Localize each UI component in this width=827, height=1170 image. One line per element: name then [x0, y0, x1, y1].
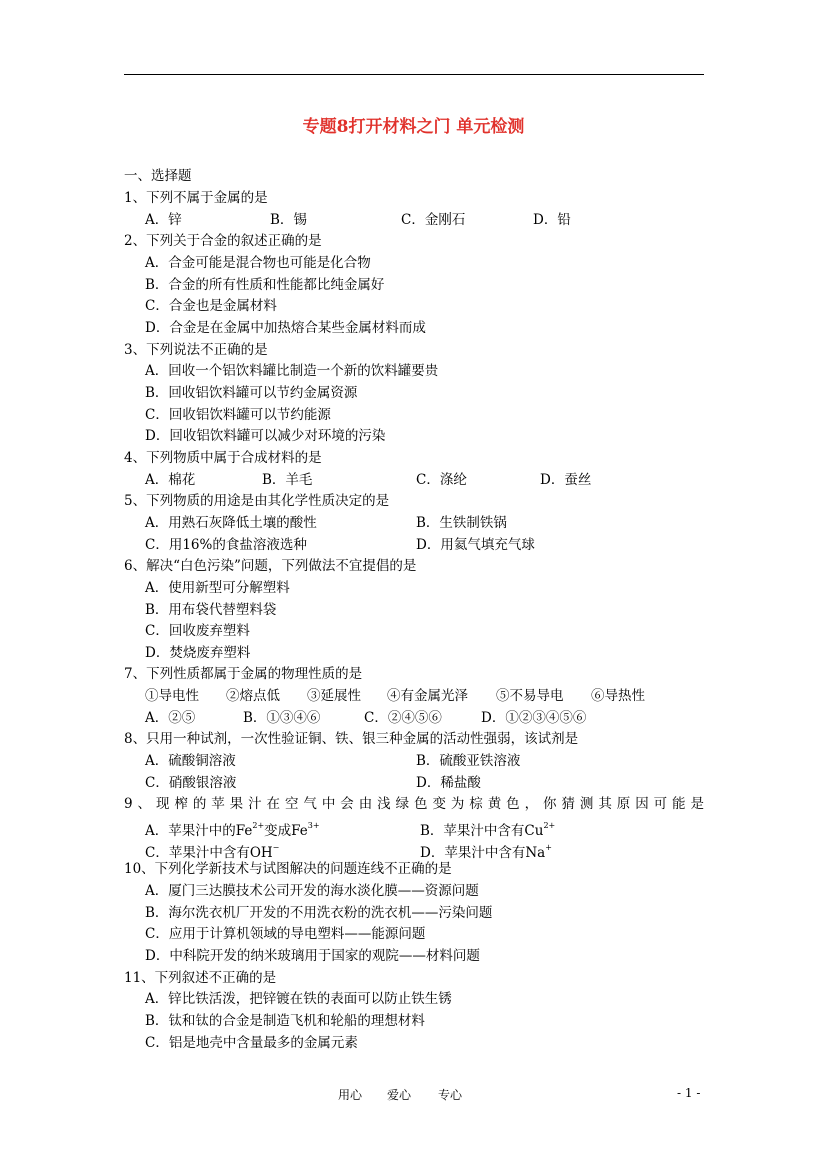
q9-option-c	[145, 839, 279, 862]
page-number: - 1 -	[677, 1086, 701, 1100]
q9-option-a-charge-2: 3+	[307, 821, 320, 830]
q2-stem: 2、下列关于合金的叙述正确的是	[124, 233, 322, 249]
q2-option-b: B．合金的所有性质和性能都比纯金属好	[145, 277, 385, 293]
q1-option-b: B．锡	[270, 212, 307, 228]
q7-property-3: ③延展性	[307, 688, 361, 704]
q5-stem: 5、下列物质的用途是由其化学性质决定的是	[124, 493, 390, 509]
q5-option-a: A．用熟石灰降低土壤的酸性	[145, 515, 317, 531]
footer-text-3: 专心	[438, 1088, 463, 1102]
page-title: 专题8打开材料之门 单元检测	[302, 117, 525, 137]
q9-option-d	[420, 839, 552, 862]
q11-option-a: A．锌比铁活泼，把锌镀在铁的表面可以防止铁生锈	[145, 991, 452, 1007]
q6-option-c: C．回收废弃塑料	[145, 623, 250, 639]
q3-option-d: D．回收铝饮料罐可以减少对环境的污染	[145, 428, 386, 444]
q3-stem: 3、下列说法不正确的是	[124, 342, 268, 358]
q10-stem: 10、下列化学新技术与试图解决的问题连线不正确的是	[124, 861, 452, 877]
q2-option-d: D．合金是在金属中加热熔合某些金属材料而成	[145, 320, 426, 336]
q1-option-d: D．铅	[533, 212, 571, 228]
header-rule	[124, 74, 704, 75]
q9-option-a-charge-1: 2+	[252, 821, 265, 830]
q9-option-a	[145, 817, 320, 840]
q6-option-d: D．焚烧废弃塑料	[145, 645, 251, 661]
q3-option-a: A．回收一个铝饮料罐比制造一个新的饮料罐要贵	[145, 363, 439, 379]
q3-option-c: C．回收铝饮料罐可以节约能源	[145, 407, 331, 423]
q11-option-b: B．钛和钛的合金是制造飞机和轮船的理想材料	[145, 1013, 425, 1029]
q5-option-b: B．生铁制铁锅	[416, 515, 507, 531]
q10-option-c: C．应用于计算机领域的导电塑料——能源问题	[145, 926, 426, 942]
q10-option-b: B．海尔洗衣机厂开发的不用洗衣粉的洗衣机——污染问题	[145, 905, 493, 921]
q10-option-d: D．中科院开发的纳米玻璃用于国家的观院——材料问题	[145, 948, 480, 964]
q9-option-b	[420, 817, 555, 840]
q8-option-b: B．硫酸亚铁溶液	[416, 753, 521, 769]
q4-option-d: D．蚕丝	[540, 472, 592, 488]
q8-option-c: C．硝酸银溶液	[145, 775, 237, 791]
q8-stem: 8、只用一种试剂，一次性验证铜、铁、银三种金属的活动性强弱，该试剂是	[124, 731, 579, 747]
q9-stem: 9、现榨的苹果汁在空气中会由浅绿色变为棕黄色，你猜测其原因可能是	[124, 796, 704, 812]
q6-option-a: A．使用新型可分解塑料	[145, 580, 290, 596]
q9-option-d-text: D．苹果汁中含有Na	[420, 845, 546, 861]
q4-option-a: A．棉花	[145, 472, 196, 488]
section-heading: 一、选择题	[124, 168, 192, 184]
q8-option-d: D．稀盐酸	[416, 775, 481, 791]
q9-option-c-text: C．苹果汁中含有OH	[145, 845, 273, 861]
q6-stem: 6、解决“白色污染”问题，下列做法不宜提倡的是	[124, 558, 417, 574]
q2-option-c: C．合金也是金属材料	[145, 298, 277, 314]
q11-option-c: C．铝是地壳中含量最多的金属元素	[145, 1035, 358, 1051]
q9-option-c-charge: −	[272, 843, 280, 852]
q8-option-a: A．硫酸铜溶液	[145, 753, 236, 769]
q4-option-c: C．涤纶	[416, 472, 467, 488]
q7-property-4: ④有金属光泽	[387, 688, 468, 704]
q7-option-b: B．①③④⑥	[243, 710, 321, 726]
q1-stem: 1、下列不属于金属的是	[124, 190, 268, 206]
q9-option-d-charge: +	[545, 843, 552, 852]
q7-option-d: D．①②③④⑤⑥	[481, 710, 587, 726]
q7-stem: 7、下列性质都属于金属的物理性质的是	[124, 666, 363, 682]
q7-property-5: ⑤不易导电	[496, 688, 564, 704]
q10-option-a: A．厦门三达膜技术公司开发的海水淡化膜——资源问题	[145, 883, 479, 899]
q7-property-1: ①导电性	[145, 688, 199, 704]
footer-text-2: 爱心	[387, 1088, 412, 1102]
q9-option-b-text: B．苹果汁中含有Cu	[420, 823, 544, 839]
q6-option-b: B．用布袋代替塑料袋	[145, 602, 277, 618]
q7-option-c: C．②④⑤⑥	[364, 710, 442, 726]
q9-option-b-charge: 2+	[543, 821, 556, 830]
q11-stem: 11、下列叙述不正确的是	[124, 970, 277, 986]
q1-option-c: C．金刚石	[401, 212, 466, 228]
q9-option-a-text: A．苹果汁中的Fe	[145, 823, 253, 839]
q7-option-a: A．②⑤	[145, 710, 196, 726]
footer-text-1: 用心	[338, 1088, 363, 1102]
q5-option-c: C．用16%的食盐溶液选种	[145, 537, 307, 553]
q3-option-b: B．回收铝饮料罐可以节约金属资源	[145, 385, 358, 401]
q7-property-2: ②熔点低	[226, 688, 280, 704]
q9-option-a-text-2: 变成Fe	[264, 823, 308, 839]
q7-property-6: ⑥导热性	[591, 688, 645, 704]
q1-option-a: A．锌	[145, 212, 182, 228]
q4-option-b: B．羊毛	[262, 472, 313, 488]
q4-stem: 4、下列物质中属于合成材料的是	[124, 450, 322, 466]
q5-option-d: D．用氦气填充气球	[416, 537, 535, 553]
q2-option-a: A．合金可能是混合物也可能是化合物	[145, 255, 371, 271]
